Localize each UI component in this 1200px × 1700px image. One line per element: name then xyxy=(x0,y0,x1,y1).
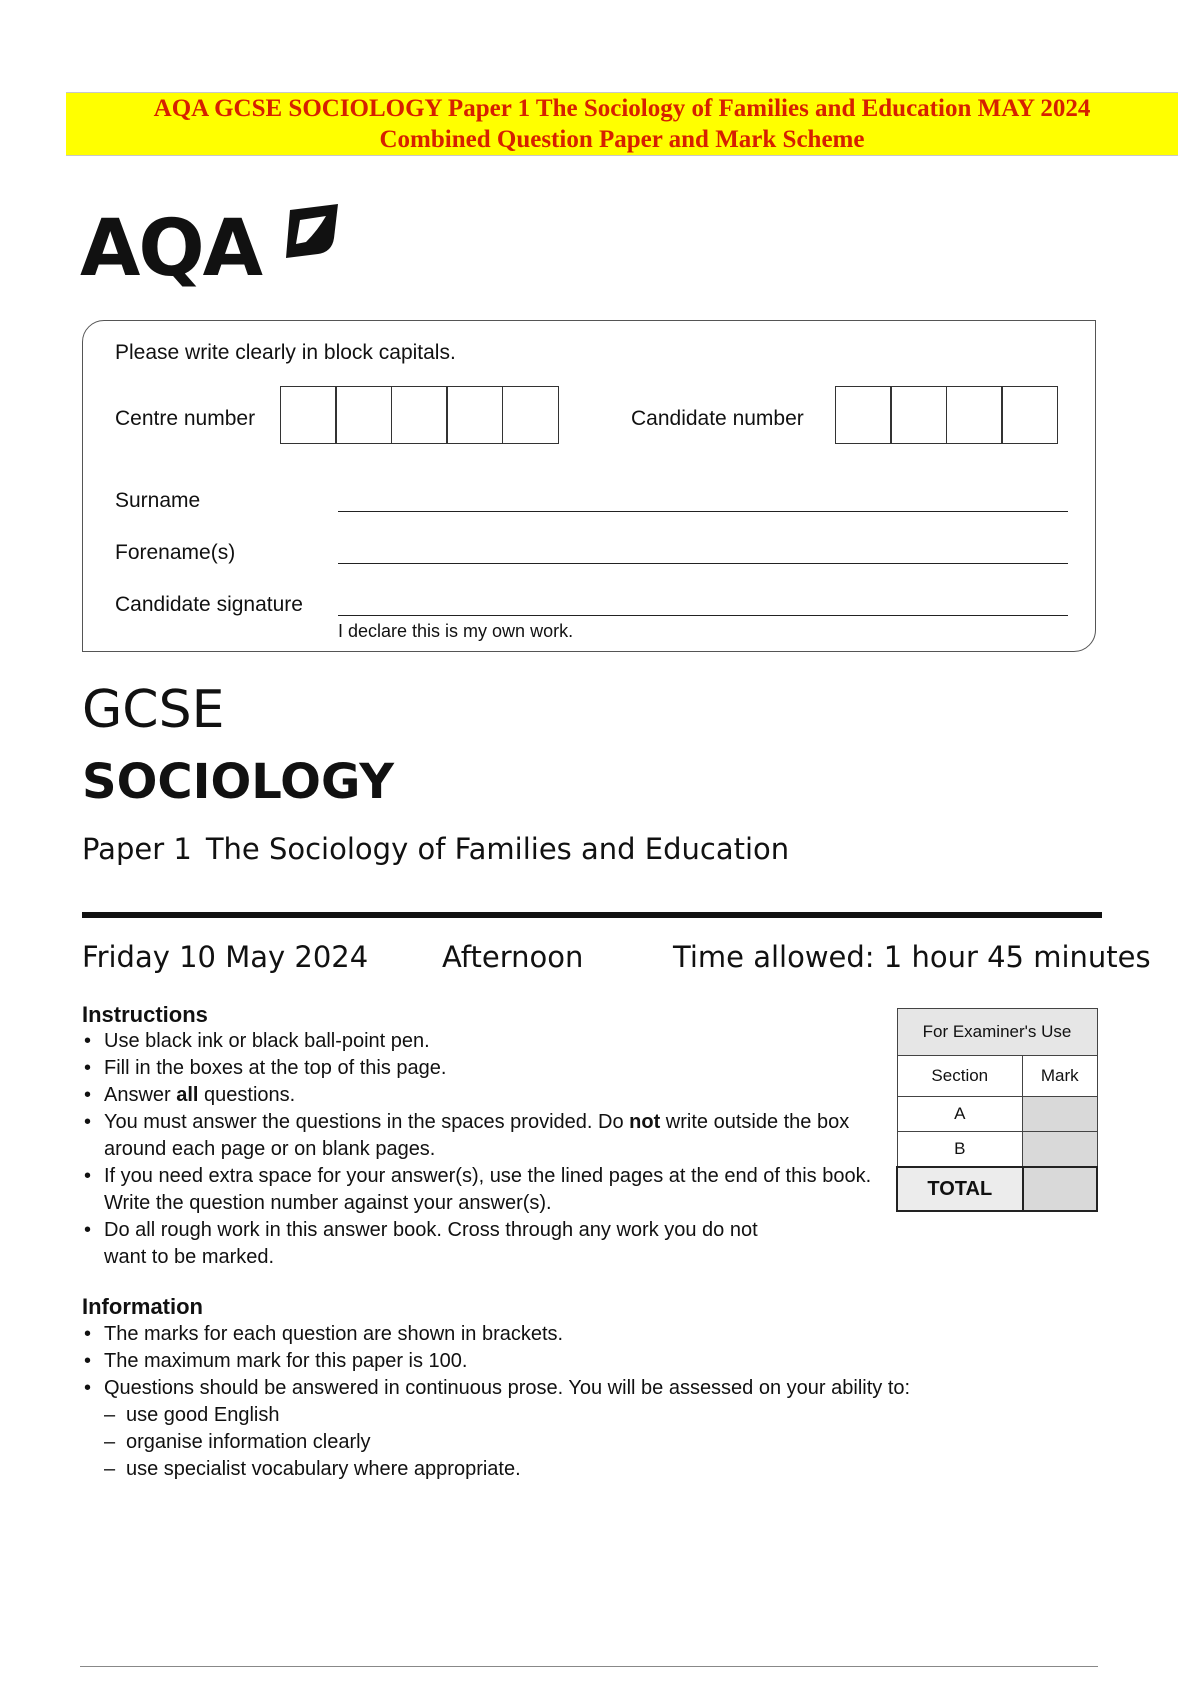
information-text: Questions should be answered in continuous prose. You will be assessed on your ability to: xyxy=(104,1377,911,1399)
instructions-list xyxy=(82,1028,872,1271)
candidate-number-digit[interactable] xyxy=(946,386,1003,444)
candidate-number-digit[interactable] xyxy=(835,386,892,444)
instruction-item xyxy=(82,1109,872,1163)
instruction-item: • Use black ink or black ball-point pen. xyxy=(82,1028,872,1055)
paper-title xyxy=(82,832,789,866)
forenames-field[interactable] xyxy=(338,563,1068,564)
candidate-number-label: Candidate number xyxy=(631,407,804,430)
information-list xyxy=(82,1321,1082,1483)
information-item: • The marks for each question are shown in brackets. xyxy=(82,1321,1082,1348)
centre-number-label: Centre number xyxy=(115,407,256,430)
instruction-text: questions. xyxy=(198,1084,296,1106)
mark-column-header: Mark xyxy=(1023,1056,1097,1097)
assessment-criterion: – organise information clearly xyxy=(104,1429,1082,1456)
block-capitals-instruction: Please write clearly in block capitals. xyxy=(115,341,456,364)
total-label: TOTAL xyxy=(897,1167,1023,1211)
examiners-use-title: For Examiner's Use xyxy=(897,1009,1097,1056)
own-work-declaration: I declare this is my own work. xyxy=(338,621,574,641)
centre-number-digit[interactable] xyxy=(280,386,337,444)
time-allowed: Time allowed: 1 hour 45 minutes xyxy=(673,940,1151,974)
instruction-item: • Fill in the boxes at the top of this page. xyxy=(82,1055,872,1082)
forenames-label: Forename(s) xyxy=(115,541,236,564)
footer-rule xyxy=(80,1666,1098,1667)
aqa-logo xyxy=(80,198,350,298)
centre-number-digit[interactable] xyxy=(335,386,392,444)
section-a-label: A xyxy=(897,1097,1023,1132)
total-mark[interactable] xyxy=(1023,1167,1097,1211)
centre-number-digit[interactable] xyxy=(391,386,448,444)
section-column-header: Section xyxy=(897,1056,1023,1097)
instruction-item: • Do all rough work in this answer book. Cross through any work you do not want to be marked. xyxy=(82,1217,784,1271)
surname-label: Surname xyxy=(115,489,201,512)
instruction-item xyxy=(82,1082,872,1109)
candidate-number-digit[interactable] xyxy=(1001,386,1058,444)
section-b-label: B xyxy=(897,1132,1023,1168)
signature-label: Candidate signature xyxy=(115,593,303,616)
instruction-text: You must answer the questions in the spaces provided. Do xyxy=(104,1111,630,1133)
qualification-level: GCSE xyxy=(82,680,225,740)
centre-number-boxes xyxy=(281,386,559,444)
candidate-number-boxes xyxy=(836,386,1058,444)
instructions-heading: Instructions xyxy=(82,1002,208,1027)
centre-number-digit[interactable] xyxy=(502,386,559,444)
aqa-logo-text: AQA xyxy=(80,204,262,294)
instruction-item: • If you need extra space for your answer(s), use the lined pages at the end of this book. Write the question number against your answer(s). xyxy=(82,1163,872,1217)
information-item xyxy=(82,1375,1082,1483)
candidate-details-box xyxy=(82,320,1096,652)
signature-field[interactable] xyxy=(338,615,1068,616)
assessment-criteria-list xyxy=(104,1402,1082,1483)
surname-field[interactable] xyxy=(338,511,1068,512)
instruction-emphasis: all xyxy=(176,1084,199,1106)
subject-title: SOCIOLOGY xyxy=(82,754,395,810)
section-a-mark[interactable] xyxy=(1023,1097,1097,1132)
exam-date: Friday 10 May 2024 xyxy=(82,940,369,974)
banner-line-1: AQA GCSE SOCIOLOGY Paper 1 The Sociology of Families and Education MAY 2024 xyxy=(153,95,1091,122)
information-heading: Information xyxy=(82,1294,203,1319)
aqa-tick-icon xyxy=(282,200,342,262)
assessment-criterion: – use good English xyxy=(104,1402,1082,1429)
paper-name: The Sociology of Families and Education xyxy=(205,832,790,866)
title-divider xyxy=(82,912,1102,918)
instruction-emphasis: not xyxy=(629,1111,661,1133)
paper-number: Paper 1 xyxy=(82,832,192,866)
section-b-mark[interactable] xyxy=(1023,1132,1097,1168)
candidate-number-digit[interactable] xyxy=(890,386,947,444)
centre-number-digit[interactable] xyxy=(446,386,503,444)
instruction-text: Answer xyxy=(104,1084,177,1106)
banner-line-2: Combined Question Paper and Mark Scheme xyxy=(379,126,865,153)
assessment-criterion: – use specialist vocabulary where appropriate. xyxy=(104,1456,1082,1483)
document-banner xyxy=(66,92,1178,156)
information-item: • The maximum mark for this paper is 100. xyxy=(82,1348,1082,1375)
examiners-use-table xyxy=(896,1008,1098,1212)
exam-session: Afternoon xyxy=(442,940,584,974)
instruction-text: write outside the box around each page or on blank pages. xyxy=(104,1111,850,1160)
